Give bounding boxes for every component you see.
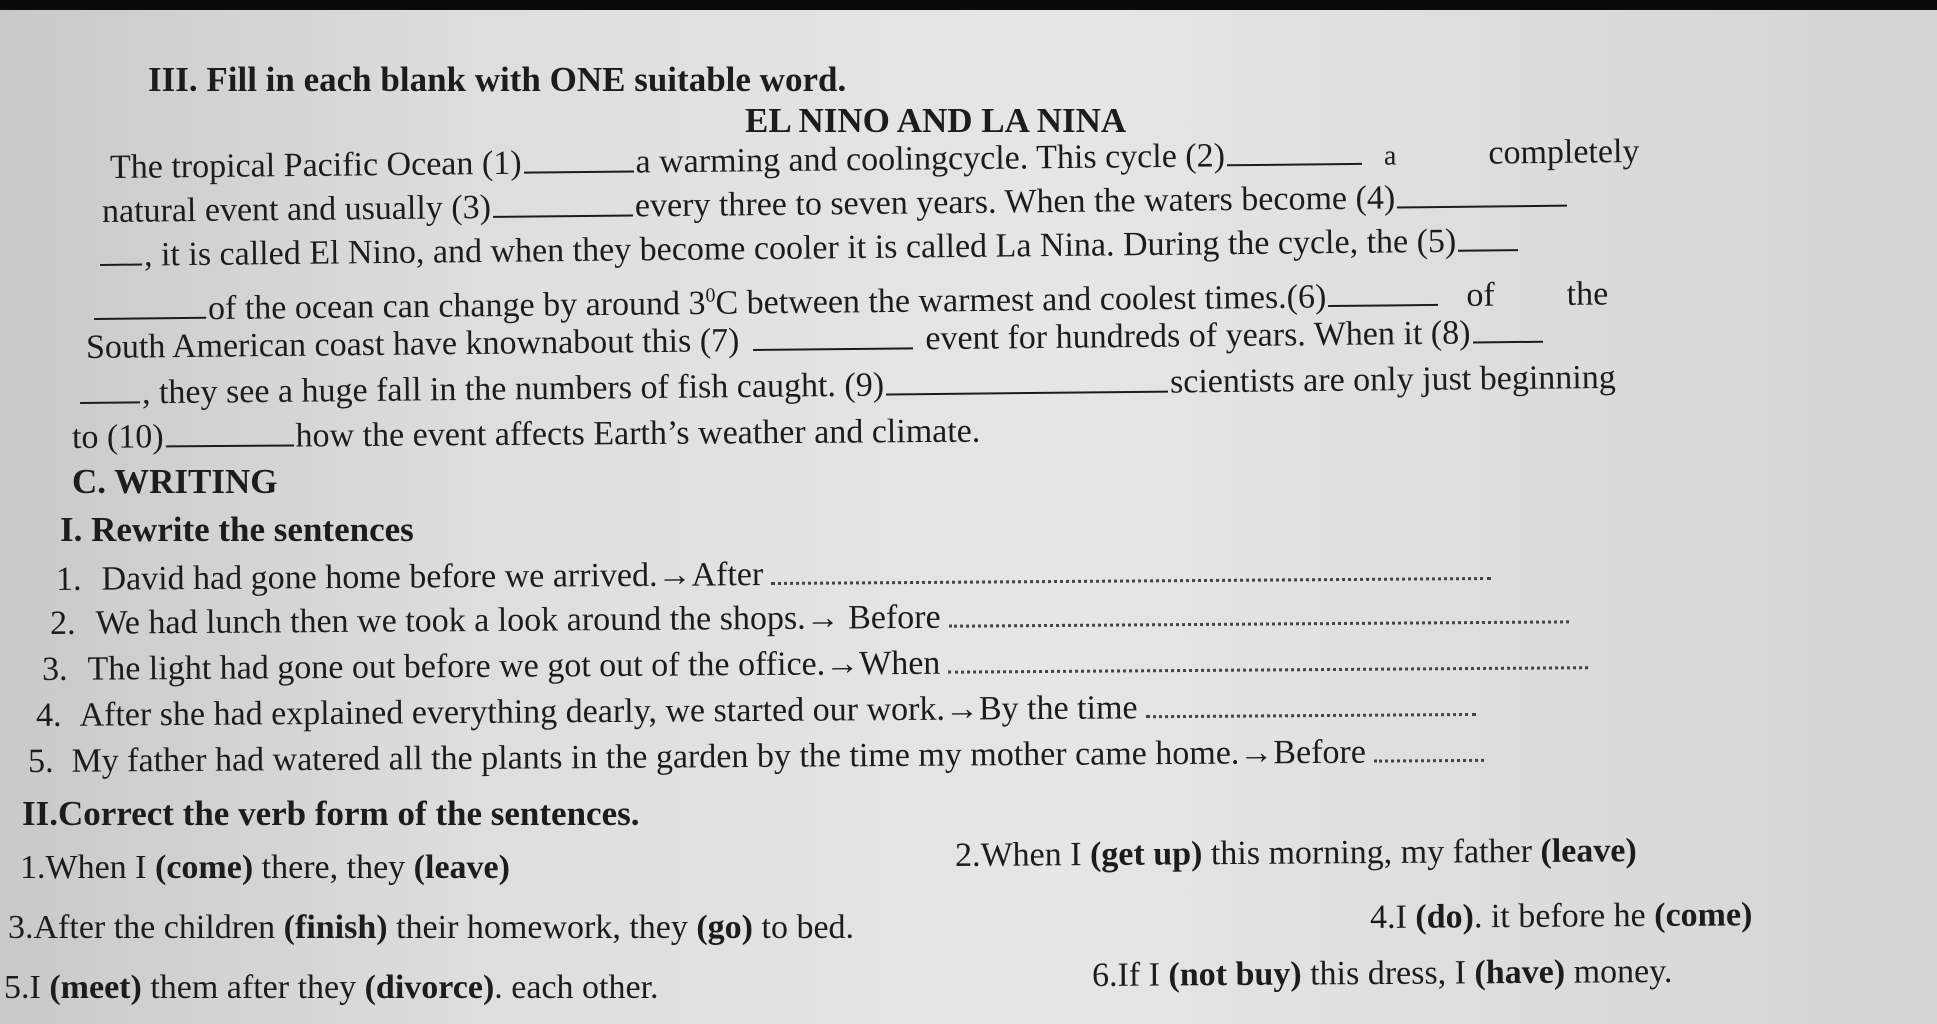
item-text: 1.When I bbox=[20, 849, 156, 886]
item-text: David had gone home before we arrived.→After bbox=[101, 556, 764, 598]
passage-text: South American coast have knownabout this (7) bbox=[85, 322, 740, 366]
rewrite-item-2 bbox=[50, 593, 1569, 644]
item-number: 4. bbox=[35, 696, 62, 734]
item-text: . it before he bbox=[1473, 897, 1655, 936]
blank-1[interactable] bbox=[523, 143, 633, 174]
passage-text: every three to seven years. When the waters become (4) bbox=[634, 179, 1396, 225]
rewrite-item-3 bbox=[42, 639, 1589, 690]
rewrite-item-5 bbox=[28, 732, 1484, 782]
item-text: 2.When I bbox=[954, 836, 1091, 874]
rewrite-item-1 bbox=[56, 550, 1492, 600]
correct-item-6 bbox=[1092, 952, 1673, 996]
item-text: their homework, they bbox=[387, 909, 697, 946]
item-text: 4.I bbox=[1369, 898, 1416, 936]
blank-4-cont[interactable] bbox=[100, 236, 142, 266]
correct-item-3 bbox=[8, 908, 854, 948]
item-text: The light had gone out before we got out of the office.→When bbox=[87, 644, 941, 688]
verb-hint: (get up) bbox=[1089, 835, 1203, 874]
passage-text: event for hundreds of years. When it (8) bbox=[925, 314, 1471, 358]
writing-heading: C. WRITING bbox=[72, 462, 278, 501]
passage-text: a warming and coolingcycle. This cycle (2) bbox=[635, 137, 1226, 181]
passage-text: completely bbox=[1488, 132, 1640, 172]
passage-text: natural event and usually (3) bbox=[101, 188, 492, 230]
item-text: money. bbox=[1565, 952, 1673, 991]
correct-item-2 bbox=[955, 831, 1637, 876]
passage-text: scientists are only just beginning bbox=[1169, 358, 1616, 401]
passage-text: , they see a huge fall in the numbers of fish caught. (9) bbox=[141, 366, 885, 412]
blank-8-cont[interactable] bbox=[80, 373, 140, 404]
item-text: 6.If I bbox=[1091, 956, 1169, 994]
item-text: We had lunch then we took a look around the shops.→ Before bbox=[95, 598, 941, 642]
passage-text: of bbox=[1466, 276, 1495, 314]
blank-5[interactable] bbox=[1458, 221, 1518, 252]
item-text: this dress, I bbox=[1301, 954, 1475, 993]
section-3-heading: III. Fill in each blank with ONE suitable word. bbox=[148, 60, 847, 99]
answer-line-2[interactable] bbox=[949, 594, 1569, 627]
rewrite-heading: I. Rewrite the sentences bbox=[60, 510, 414, 549]
correct-item-4 bbox=[1370, 895, 1753, 938]
blank-6[interactable] bbox=[1328, 276, 1438, 307]
verb-hint: (divorce) bbox=[364, 969, 495, 1006]
blank-8[interactable] bbox=[1472, 313, 1542, 344]
blank-5-cont[interactable] bbox=[94, 289, 206, 320]
blank-2[interactable] bbox=[1227, 135, 1362, 166]
blank-3[interactable] bbox=[493, 186, 633, 217]
item-number: 2. bbox=[49, 604, 76, 642]
correct-item-5 bbox=[4, 968, 659, 1008]
item-text: 5.I bbox=[4, 969, 50, 1006]
verb-hint: (do) bbox=[1415, 898, 1475, 936]
item-number: 1. bbox=[55, 560, 82, 598]
superscript-degree: 0 bbox=[705, 284, 716, 307]
rewrite-item-4 bbox=[36, 686, 1476, 736]
verb-hint: (meet) bbox=[49, 969, 142, 1006]
item-number: 5. bbox=[27, 742, 54, 780]
item-text: them after they bbox=[141, 969, 365, 1006]
blank-4[interactable] bbox=[1397, 177, 1567, 209]
answer-line-1[interactable] bbox=[771, 551, 1491, 585]
item-text: this morning, my father bbox=[1202, 832, 1541, 873]
verb-hint: (have) bbox=[1474, 953, 1566, 992]
passage-text: a bbox=[1383, 140, 1397, 172]
blank-7[interactable] bbox=[753, 319, 913, 351]
item-text: . each other. bbox=[494, 969, 659, 1006]
verb-hint: (leave) bbox=[1540, 832, 1637, 870]
verb-hint: (come) bbox=[155, 849, 254, 886]
verb-hint: (finish) bbox=[283, 909, 388, 946]
item-text: My father had watered all the plants in the garden by the time my mother came home.→Before bbox=[71, 733, 1366, 780]
blank-10[interactable] bbox=[165, 416, 293, 447]
passage-text: to (10) bbox=[71, 418, 164, 456]
passage-text: The tropical Pacific Ocean (1) bbox=[109, 144, 522, 186]
passage-line-6 bbox=[78, 358, 1616, 414]
passage-text: the bbox=[1566, 275, 1609, 313]
verb-hint: (go) bbox=[696, 909, 754, 946]
answer-line-3[interactable] bbox=[948, 640, 1588, 673]
passage-title: EL NINO AND LA NINA bbox=[745, 101, 1127, 140]
item-text: to bed. bbox=[753, 909, 855, 946]
verb-hint: (leave) bbox=[413, 849, 510, 886]
blank-9[interactable] bbox=[886, 363, 1168, 396]
correct-heading: II.Correct the verb form of the sentences. bbox=[22, 794, 640, 833]
passage-line-7 bbox=[72, 412, 981, 458]
item-text: there, they bbox=[253, 849, 414, 886]
answer-line-5[interactable] bbox=[1374, 733, 1484, 763]
passage-text: of the ocean can change by around 3 bbox=[207, 284, 706, 328]
correct-item-1 bbox=[20, 848, 510, 888]
verb-hint: (come) bbox=[1654, 896, 1753, 935]
passage-text: how the event affects Earth’s weather and climate. bbox=[295, 412, 981, 455]
verb-hint: (not buy) bbox=[1168, 955, 1302, 994]
item-text: After she had explained everything dearly, we started our work.→By the time bbox=[79, 689, 1138, 734]
item-number: 3. bbox=[41, 650, 68, 688]
worksheet-page bbox=[0, 10, 1937, 1024]
passage-text: C between the warmest and coolest times.(6) bbox=[715, 278, 1327, 322]
passage-text: , it is called El Nino, and when they become cooler it is called La Nina. During the cycle, the (5) bbox=[143, 222, 1457, 274]
answer-line-4[interactable] bbox=[1145, 687, 1475, 718]
item-text: 3.After the children bbox=[8, 909, 284, 946]
